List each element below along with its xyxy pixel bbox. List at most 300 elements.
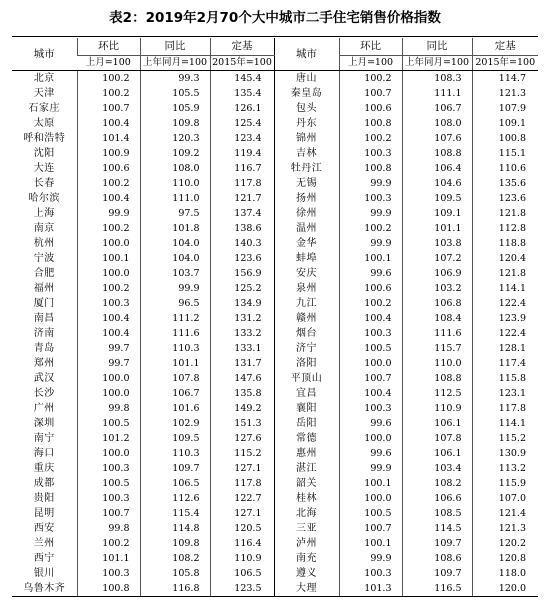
- yoy-value: 103.8: [402, 236, 472, 251]
- mom-value: 100.6: [339, 101, 402, 116]
- yoy-value: 107.8: [140, 371, 210, 386]
- table-row: [12, 551, 538, 566]
- fixed-base-value: 120.2: [472, 536, 538, 551]
- table-row: [12, 206, 538, 221]
- table-row: [12, 566, 538, 581]
- fixed-base-value: 121.3: [472, 521, 538, 536]
- fixed-base-value: 115.9: [472, 476, 538, 491]
- city-name: 桂林: [274, 491, 339, 506]
- yoy-value: 102.9: [140, 416, 210, 431]
- mom-value: 99.7: [77, 341, 140, 356]
- yoy-value: 111.0: [140, 191, 210, 206]
- fixed-base-value: 137.4: [210, 206, 274, 221]
- yoy-value: 108.8: [402, 146, 472, 161]
- city-name: 银川: [33, 568, 55, 579]
- fixed-base-value: 135.8: [210, 386, 274, 401]
- mom-value: 99.9: [339, 176, 402, 191]
- yoy-value: 101.8: [140, 221, 210, 236]
- mom-value: 100.2: [339, 131, 402, 146]
- mom-value: 99.9: [339, 551, 402, 566]
- city-name: 石家庄: [28, 103, 60, 114]
- yoy-value: 116.5: [402, 581, 472, 597]
- city-name: 蚌埠: [274, 251, 339, 266]
- city-name: 宁波: [33, 253, 55, 264]
- mom-value: 100.2: [77, 536, 140, 551]
- table-row: [12, 461, 538, 476]
- city-name: 海口: [33, 448, 55, 459]
- fixed-base-value: 106.5: [210, 566, 274, 581]
- table-row: [12, 296, 538, 311]
- table-row: [12, 476, 538, 491]
- yoy-value: 111.2: [140, 311, 210, 326]
- city-name: 天津: [33, 88, 55, 99]
- mom-value: 100.2: [77, 221, 140, 236]
- yoy-value: 109.7: [140, 461, 210, 476]
- yoy-value: 105.9: [140, 101, 210, 116]
- fixed-base-value: 140.3: [210, 236, 274, 251]
- mom-value: 100.7: [77, 101, 140, 116]
- fixed-base-value: 120.8: [472, 551, 538, 566]
- yoy-value: 114.8: [140, 521, 210, 536]
- yoy-value: 109.1: [402, 206, 472, 221]
- mom-value: 100.3: [339, 326, 402, 341]
- table-row: [12, 386, 538, 401]
- table-row: [12, 116, 538, 131]
- city-name: 湛江: [274, 461, 339, 476]
- city-name: 泉州: [274, 281, 339, 296]
- price-index-table: [12, 38, 538, 597]
- yoy-value: 115.7: [402, 341, 472, 356]
- city-name: 大理: [274, 581, 339, 597]
- column-header-yoy: 同比: [402, 38, 472, 56]
- yoy-value: 108.2: [140, 551, 210, 566]
- fixed-base-value: 117.8: [210, 476, 274, 491]
- yoy-value: 110.3: [140, 341, 210, 356]
- mom-value: 100.3: [339, 401, 402, 416]
- fixed-base-value: 113.2: [472, 461, 538, 476]
- city-name: 平顶山: [274, 371, 339, 386]
- city-name: 兰州: [33, 538, 55, 549]
- column-subheader-yoy: 上年同月=100: [140, 56, 210, 71]
- city-name: 烟台: [274, 326, 339, 341]
- fixed-base-value: 116.7: [210, 161, 274, 176]
- fixed-base-value: 127.6: [210, 431, 274, 446]
- table-row: [12, 311, 538, 326]
- yoy-value: 101.6: [140, 401, 210, 416]
- yoy-value: 109.5: [402, 191, 472, 206]
- yoy-value: 109.8: [140, 536, 210, 551]
- fixed-base-value: 121.8: [472, 266, 538, 281]
- table-row: [12, 266, 538, 281]
- fixed-base-value: 115.8: [472, 371, 538, 386]
- mom-value: 100.4: [339, 386, 402, 401]
- yoy-value: 120.3: [140, 131, 210, 146]
- yoy-value: 106.7: [140, 386, 210, 401]
- column-header-mom: 环比: [77, 38, 140, 56]
- table-row: [12, 101, 538, 116]
- yoy-value: 111.6: [140, 326, 210, 341]
- table-row: [12, 221, 538, 236]
- city-name: 乌鲁木齐: [12, 581, 77, 597]
- mom-value: 100.2: [77, 86, 140, 101]
- city-name: 郑州: [33, 358, 55, 369]
- mom-value: 100.0: [77, 371, 140, 386]
- mom-value: 100.2: [77, 71, 140, 87]
- city-name: 南宁: [33, 433, 55, 444]
- fixed-base-value: 128.1: [472, 341, 538, 356]
- city-name: 赣州: [274, 311, 339, 326]
- mom-value: 100.2: [77, 176, 140, 191]
- column-subheader-fixed: 2015年=100: [472, 56, 538, 71]
- column-subheader-mom: 上月=100: [339, 56, 402, 71]
- yoy-value: 111.6: [402, 326, 472, 341]
- table-row: [12, 236, 538, 251]
- table-body: [12, 38, 538, 597]
- yoy-value: 106.6: [402, 491, 472, 506]
- yoy-value: 106.4: [402, 161, 472, 176]
- city-name: 吉林: [274, 146, 339, 161]
- yoy-value: 109.5: [140, 431, 210, 446]
- city-name: 西安: [33, 523, 55, 534]
- table-row: [12, 446, 538, 461]
- mom-value: 100.8: [339, 161, 402, 176]
- yoy-value: 106.8: [402, 296, 472, 311]
- table-row: [12, 326, 538, 341]
- city-name: 大连: [33, 163, 55, 174]
- fixed-base-value: 117.8: [472, 401, 538, 416]
- city-name: 三亚: [274, 521, 339, 536]
- city-name: 宜昌: [274, 386, 339, 401]
- mom-value: 99.8: [77, 401, 140, 416]
- yoy-value: 96.5: [140, 296, 210, 311]
- mom-value: 100.6: [339, 281, 402, 296]
- fixed-base-value: 123.6: [472, 191, 538, 206]
- table-row: [12, 371, 538, 386]
- city-name: 昆明: [33, 508, 55, 519]
- table-row: [12, 431, 538, 446]
- city-name: 济宁: [274, 341, 339, 356]
- yoy-value: 101.1: [402, 221, 472, 236]
- mom-value: 100.1: [339, 251, 402, 266]
- city-name: 深圳: [33, 418, 55, 429]
- yoy-value: 105.8: [140, 566, 210, 581]
- mom-value: 100.7: [339, 521, 402, 536]
- city-name: 常德: [274, 431, 339, 446]
- city-name: 杭州: [33, 238, 55, 249]
- city-name: 遵义: [274, 566, 339, 581]
- mom-value: 99.9: [339, 461, 402, 476]
- yoy-value: 103.4: [402, 461, 472, 476]
- table-top-rule: [12, 36, 538, 37]
- mom-value: 101.3: [339, 581, 402, 597]
- column-header-city: 城市: [12, 38, 77, 71]
- mom-value: 100.3: [339, 566, 402, 581]
- city-name: 贵阳: [33, 493, 55, 504]
- column-subheader-yoy: 上年同月=100: [402, 56, 472, 71]
- mom-value: 99.6: [339, 266, 402, 281]
- mom-value: 99.6: [339, 446, 402, 461]
- yoy-value: 109.2: [140, 146, 210, 161]
- mom-value: 100.0: [339, 356, 402, 371]
- fixed-base-value: 110.9: [210, 551, 274, 566]
- fixed-base-value: 127.1: [210, 506, 274, 521]
- fixed-base-value: 123.4: [210, 131, 274, 146]
- city-name: 成都: [33, 478, 55, 489]
- fixed-base-value: 122.4: [472, 326, 538, 341]
- yoy-value: 108.8: [402, 371, 472, 386]
- city-name: 南昌: [33, 313, 55, 324]
- fixed-base-value: 120.5: [210, 521, 274, 536]
- column-header-yoy: 同比: [140, 38, 210, 56]
- city-name: 长沙: [33, 388, 55, 399]
- city-name: 武汉: [33, 373, 55, 384]
- city-name: 温州: [274, 221, 339, 236]
- fixed-base-value: 127.1: [210, 461, 274, 476]
- yoy-value: 108.4: [402, 311, 472, 326]
- yoy-value: 111.1: [402, 86, 472, 101]
- yoy-value: 108.0: [140, 161, 210, 176]
- yoy-value: 107.8: [402, 431, 472, 446]
- fixed-base-value: 134.9: [210, 296, 274, 311]
- yoy-value: 106.7: [402, 101, 472, 116]
- column-header-city: 城市: [274, 38, 339, 71]
- mom-value: 100.4: [77, 311, 140, 326]
- mom-value: 100.7: [339, 86, 402, 101]
- yoy-value: 112.5: [402, 386, 472, 401]
- mom-value: 100.3: [339, 146, 402, 161]
- fixed-base-value: 123.6: [210, 251, 274, 266]
- yoy-value: 110.0: [402, 356, 472, 371]
- fixed-base-value: 133.1: [210, 341, 274, 356]
- mom-value: 100.3: [77, 566, 140, 581]
- mom-value: 101.4: [77, 131, 140, 146]
- mom-value: 100.0: [77, 386, 140, 401]
- fixed-base-value: 107.9: [472, 101, 538, 116]
- fixed-base-value: 138.6: [210, 221, 274, 236]
- city-name: 西宁: [33, 553, 55, 564]
- city-name: 包头: [274, 101, 339, 116]
- mom-value: 99.6: [339, 416, 402, 431]
- yoy-value: 109.8: [140, 116, 210, 131]
- table-row: [12, 176, 538, 191]
- fixed-base-value: 107.0: [472, 491, 538, 506]
- mom-value: 100.2: [77, 281, 140, 296]
- fixed-base-value: 118.8: [472, 236, 538, 251]
- fixed-base-value: 125.2: [210, 281, 274, 296]
- yoy-value: 108.5: [402, 506, 472, 521]
- city-name: 泸州: [274, 536, 339, 551]
- table-row: [12, 281, 538, 296]
- fixed-base-value: 135.4: [210, 86, 274, 101]
- mom-value: 100.0: [77, 266, 140, 281]
- city-name: 厦门: [33, 298, 55, 309]
- city-name: 福州: [33, 283, 55, 294]
- yoy-value: 110.3: [140, 446, 210, 461]
- fixed-base-value: 123.5: [210, 581, 274, 597]
- table-title: 表2：2019年2月70个大中城市二手住宅销售价格指数: [109, 10, 441, 26]
- mom-value: 100.4: [77, 326, 140, 341]
- fixed-base-value: 147.6: [210, 371, 274, 386]
- mom-value: 99.9: [77, 206, 140, 221]
- fixed-base-value: 123.1: [472, 386, 538, 401]
- yoy-value: 115.4: [140, 506, 210, 521]
- fixed-base-value: 115.2: [210, 446, 274, 461]
- fixed-base-value: 122.4: [472, 296, 538, 311]
- city-name: 扬州: [274, 191, 339, 206]
- column-header-mom: 环比: [339, 38, 402, 56]
- table-row: [12, 341, 538, 356]
- yoy-value: 108.2: [402, 476, 472, 491]
- fixed-base-value: 118.0: [472, 566, 538, 581]
- mom-value: 100.1: [339, 476, 402, 491]
- city-name: 济南: [33, 328, 55, 339]
- table-row: [12, 521, 538, 536]
- mom-value: 101.2: [77, 431, 140, 446]
- yoy-value: 99.9: [140, 281, 210, 296]
- mom-value: 100.4: [77, 116, 140, 131]
- city-name: 北京: [33, 73, 55, 84]
- table-row: [12, 71, 538, 87]
- mom-value: 99.7: [77, 356, 140, 371]
- yoy-value: 107.2: [402, 251, 472, 266]
- yoy-value: 103.2: [402, 281, 472, 296]
- fixed-base-value: 120.4: [472, 251, 538, 266]
- city-name: 合肥: [33, 268, 55, 279]
- fixed-base-value: 109.1: [472, 116, 538, 131]
- city-name: 洛阳: [274, 356, 339, 371]
- city-name: 金华: [274, 236, 339, 251]
- table-row: [12, 146, 538, 161]
- city-name: 沈阳: [33, 148, 55, 159]
- fixed-base-value: 115.1: [472, 146, 538, 161]
- fixed-base-value: 151.3: [210, 416, 274, 431]
- yoy-value: 101.1: [140, 356, 210, 371]
- mom-value: 100.3: [77, 491, 140, 506]
- fixed-base-value: 126.1: [210, 101, 274, 116]
- city-name: 上海: [33, 208, 55, 219]
- table-row: [12, 581, 538, 597]
- mom-value: 100.4: [77, 191, 140, 206]
- mom-value: 100.1: [77, 251, 140, 266]
- yoy-value: 114.5: [402, 521, 472, 536]
- mom-value: 100.9: [77, 146, 140, 161]
- city-name: 无锡: [274, 176, 339, 191]
- fixed-base-value: 145.4: [210, 71, 274, 87]
- fixed-base-value: 119.4: [210, 146, 274, 161]
- fixed-base-value: 123.9: [472, 311, 538, 326]
- yoy-value: 103.7: [140, 266, 210, 281]
- fixed-base-value: 117.4: [472, 356, 538, 371]
- mom-value: 100.0: [77, 446, 140, 461]
- city-name: 广州: [33, 403, 55, 414]
- yoy-value: 110.0: [140, 176, 210, 191]
- mom-value: 100.2: [339, 221, 402, 236]
- fixed-base-value: 156.9: [210, 266, 274, 281]
- column-subheader-mom: 上月=100: [77, 56, 140, 71]
- city-name: 徐州: [274, 206, 339, 221]
- city-name: 九江: [274, 296, 339, 311]
- mom-value: 100.3: [77, 296, 140, 311]
- table-row: [12, 416, 538, 431]
- fixed-base-value: 149.2: [210, 401, 274, 416]
- yoy-value: 105.5: [140, 86, 210, 101]
- table-row: [12, 491, 538, 506]
- column-subheader-fixed: 2015年=100: [210, 56, 274, 71]
- table-row: [12, 86, 538, 101]
- table-row: [12, 251, 538, 266]
- mom-value: 99.9: [339, 236, 402, 251]
- yoy-value: 108.3: [402, 71, 472, 87]
- fixed-base-value: 115.2: [472, 431, 538, 446]
- fixed-base-value: 110.6: [472, 161, 538, 176]
- fixed-base-value: 121.8: [472, 206, 538, 221]
- fixed-base-value: 130.9: [472, 446, 538, 461]
- fixed-base-value: 131.2: [210, 311, 274, 326]
- fixed-base-value: 114.1: [472, 416, 538, 431]
- yoy-value: 109.7: [402, 536, 472, 551]
- yoy-value: 106.1: [402, 416, 472, 431]
- yoy-value: 106.5: [140, 476, 210, 491]
- mom-value: 100.0: [339, 491, 402, 506]
- yoy-value: 112.6: [140, 491, 210, 506]
- mom-value: 100.8: [339, 116, 402, 131]
- mom-value: 100.2: [339, 296, 402, 311]
- yoy-value: 104.6: [402, 176, 472, 191]
- mom-value: 100.5: [339, 341, 402, 356]
- mom-value: 100.5: [77, 476, 140, 491]
- mom-value: 100.3: [339, 191, 402, 206]
- city-name: 长春: [33, 178, 55, 189]
- city-name: 丹东: [274, 116, 339, 131]
- city-name: 哈尔滨: [28, 193, 60, 204]
- city-name: 襄阳: [274, 401, 339, 416]
- table-row: [12, 536, 538, 551]
- fixed-base-value: 117.8: [210, 176, 274, 191]
- header-row: [12, 38, 538, 56]
- table-row: [12, 191, 538, 206]
- fixed-base-value: 125.4: [210, 116, 274, 131]
- yoy-value: 108.6: [402, 551, 472, 566]
- yoy-value: 106.9: [402, 266, 472, 281]
- city-name: 牡丹江: [274, 161, 339, 176]
- mom-value: 100.4: [339, 311, 402, 326]
- table-row: [12, 401, 538, 416]
- table-row: [12, 506, 538, 521]
- city-name: 太原: [33, 118, 55, 129]
- city-name: 秦皇岛: [274, 86, 339, 101]
- mom-value: 100.7: [339, 371, 402, 386]
- city-name: 青岛: [33, 343, 55, 354]
- mom-value: 100.1: [339, 536, 402, 551]
- city-name: 呼和浩特: [23, 133, 66, 144]
- column-header-fixed: 定基: [472, 38, 538, 56]
- fixed-base-value: 114.1: [472, 281, 538, 296]
- yoy-value: 104.0: [140, 251, 210, 266]
- city-name: 北海: [274, 506, 339, 521]
- table-row: [12, 131, 538, 146]
- mom-value: 100.0: [77, 236, 140, 251]
- city-name: 锦州: [274, 131, 339, 146]
- column-header-fixed: 定基: [210, 38, 274, 56]
- yoy-value: 108.0: [402, 116, 472, 131]
- city-name: 惠州: [274, 446, 339, 461]
- yoy-value: 110.9: [402, 401, 472, 416]
- mom-value: 100.2: [339, 71, 402, 87]
- fixed-base-value: 116.4: [210, 536, 274, 551]
- table-row: [12, 161, 538, 176]
- fixed-base-value: 112.8: [472, 221, 538, 236]
- city-name: 南京: [33, 223, 55, 234]
